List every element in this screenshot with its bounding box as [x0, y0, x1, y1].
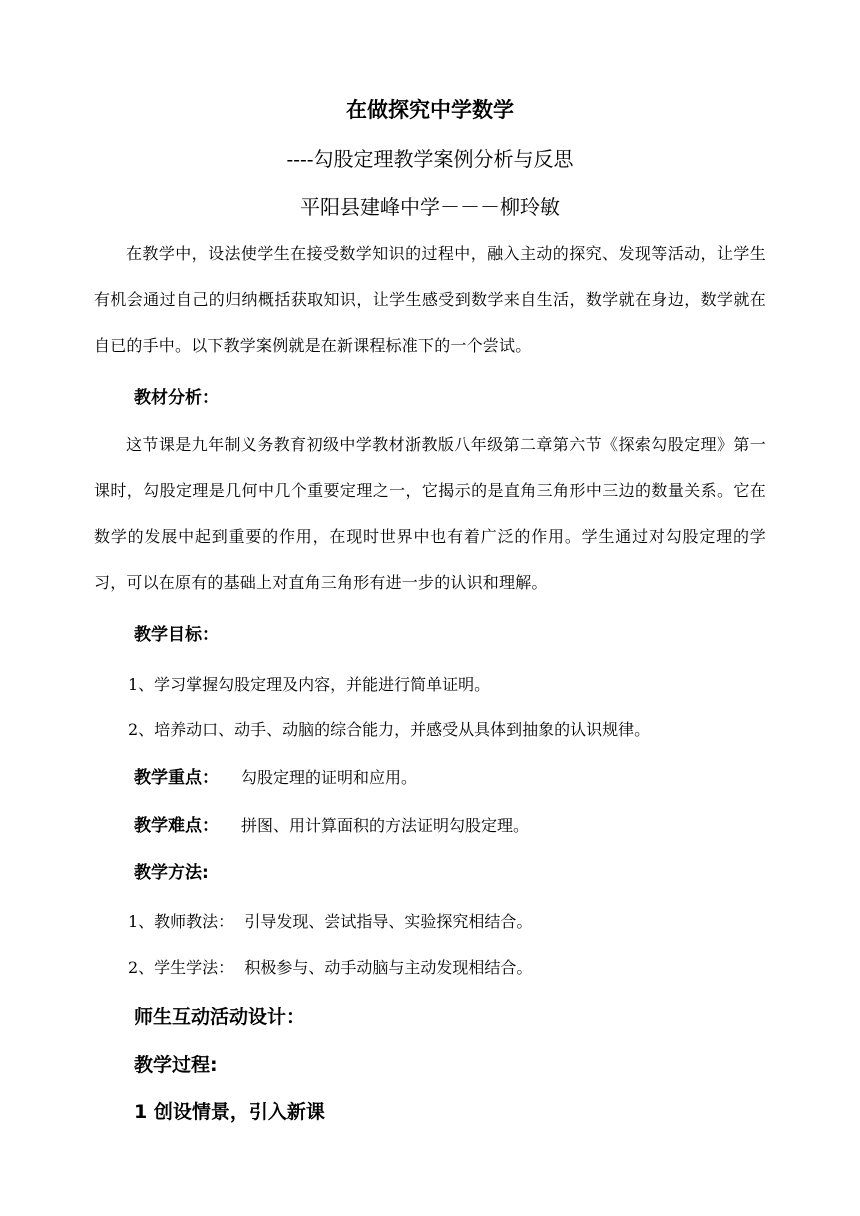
key-point-text: 勾股定理的证明和应用。: [241, 768, 418, 787]
intro-paragraph: 在教学中，设法使学生在接受数学知识的过程中，融入主动的探究、发现等活动，让学生有机会通过自己的归纳概括获取知识，让学生感受到数学来自生活，数学就在身边，数学就在自已的手中。以下教学案例就是在新课程标准下的一个尝试。: [94, 244, 766, 355]
difficulty-row: [134, 813, 529, 839]
process-heading: 教学过程:: [134, 1054, 218, 1076]
method-item-1: 1、教师教法： 引导发现、尝试指导、实验探究相结合。: [128, 912, 533, 931]
document-title: 在做探究中学数学: [346, 98, 514, 122]
document-author: 平阳县建峰中学－－－柳玲敏: [300, 195, 560, 219]
difficulty-text: 拼图、用计算面积的方法证明勾股定理。: [241, 816, 530, 835]
goals-heading: 教学目标：: [134, 625, 219, 645]
methods-heading: 教学方法:: [134, 863, 209, 883]
goal-item-1: 1、学习掌握勾股定理及内容，并能进行简单证明。: [128, 675, 491, 694]
step1-heading: 1 创设情景，引入新课: [134, 1101, 325, 1123]
material-heading: 教材分析：: [134, 388, 219, 408]
interaction-heading: 师生互动活动设计：: [134, 1006, 306, 1028]
document-subtitle: ----勾股定理教学案例分析与反思: [286, 147, 574, 171]
key-point-row: [134, 765, 417, 791]
material-paragraph: 这节课是九年制义务教育初级中学教材浙教版八年级第二章第六节《探索勾股定理》第一课时，勾股定理是几何中几个重要定理之一，它揭示的是直角三角形中三边的数量关系。它在数学的发展中起到重要的作用，在现时世界中也有着广泛的作用。学生通过对勾股定理的学习，可以在原有的基础上对直角三角形有进一步的认识和理解。: [94, 435, 766, 592]
key-point-heading: 教学重点：: [134, 768, 219, 788]
difficulty-heading: 教学难点：: [134, 816, 219, 836]
goal-item-2: 2、培养动口、动手、动脑的综合能力，并感受从具体到抽象的认识规律。: [128, 720, 651, 739]
method-item-2: 2、学生学法： 积极参与、动手动脑与主动发现相结合。: [128, 958, 533, 977]
